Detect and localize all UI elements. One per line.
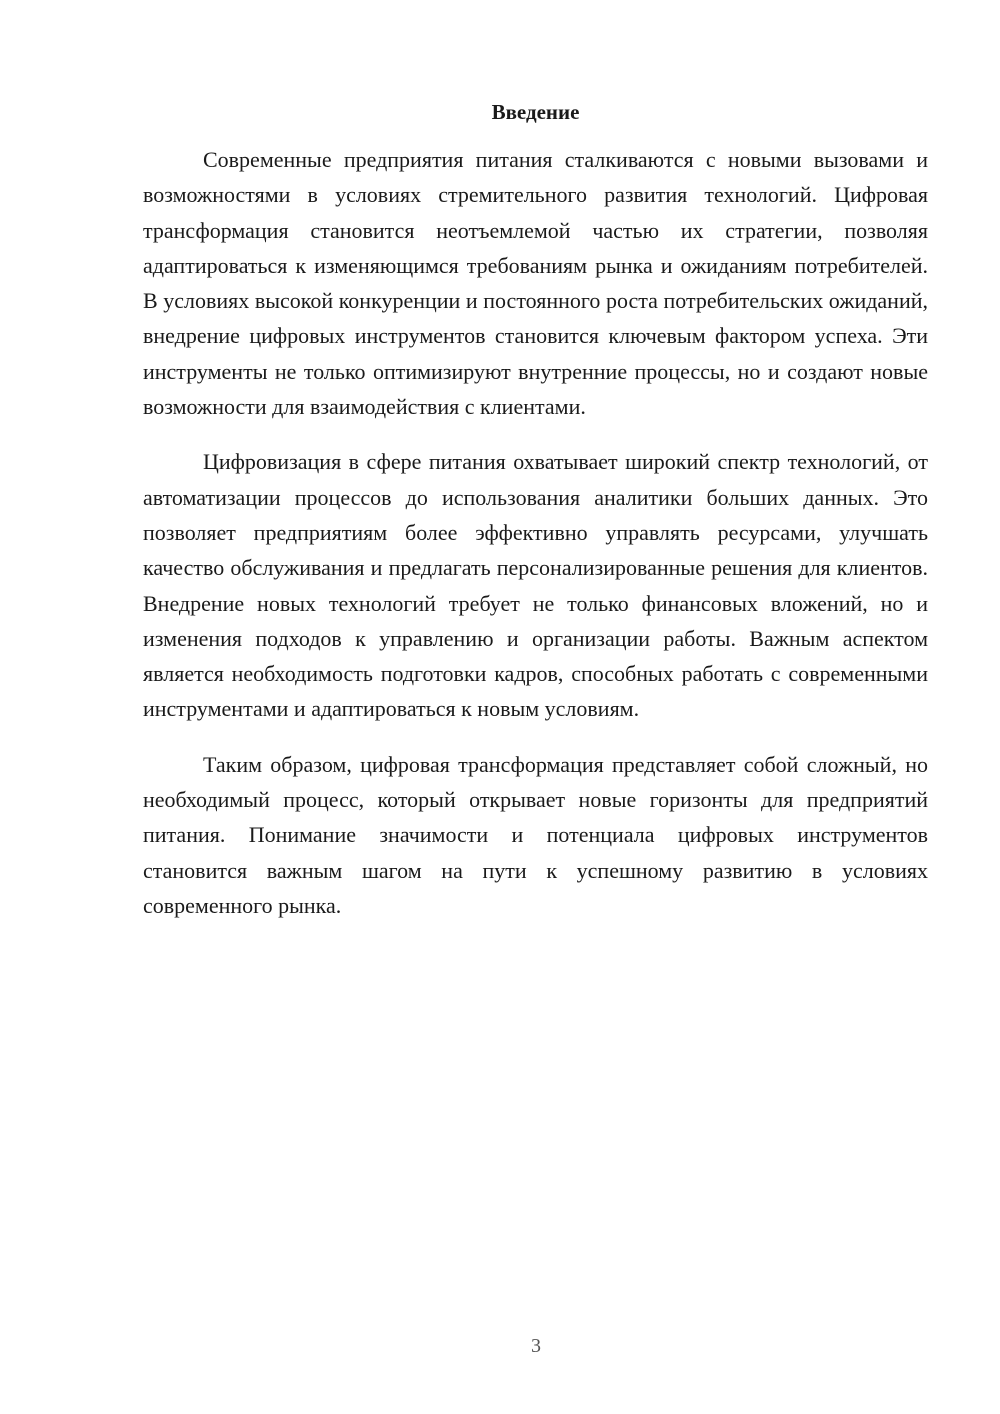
paragraph-2: Цифровизация в сфере питания охватывает широкий спектр технологий, от автоматизации процессов до использования аналитики больших данных. Это позволяет предприятиям более эффективно управлять ресурсами, улучшать качество обслуживания и предлагать персонализированные решения для клиентов. Внедрение новых технологий требует не только финансовых вложений, но и изменения подходов к управлению и организации работы. Важным аспектом является необходимость подготовки кадров, способных работать с современными инструментами и адаптироваться к новым условиям. [143, 449, 928, 722]
paragraph-1: Современные предприятия питания сталкиваются с новыми вызовами и возможностями в условиях стремительного развития технологий. Цифровая трансформация становится неотъемлемой частью их стратегии, позволяя адаптироваться к изменяющимся требованиям рынка и ожиданиям потребителей. В условиях высокой конкуренции и постоянного роста потребительских ожиданий, внедрение цифровых инструментов становится ключевым фактором успеха. Эти инструменты не только оптимизируют внутренние процессы, но и создают новые возможности для взаимодействия с клиентами. [143, 147, 928, 420]
paragraph-3: Таким образом, цифровая трансформация представляет собой сложный, но необходимый процесс, который открывает новые горизонты для предприятий питания. Понимание значимости и потенциала цифровых инструментов становится важным шагом на пути к успешному развитию в условиях современного рынка. [143, 751, 928, 918]
page-number: 3 [531, 1335, 541, 1357]
section-heading: Введение [491, 100, 580, 124]
body-text [143, 142, 928, 923]
